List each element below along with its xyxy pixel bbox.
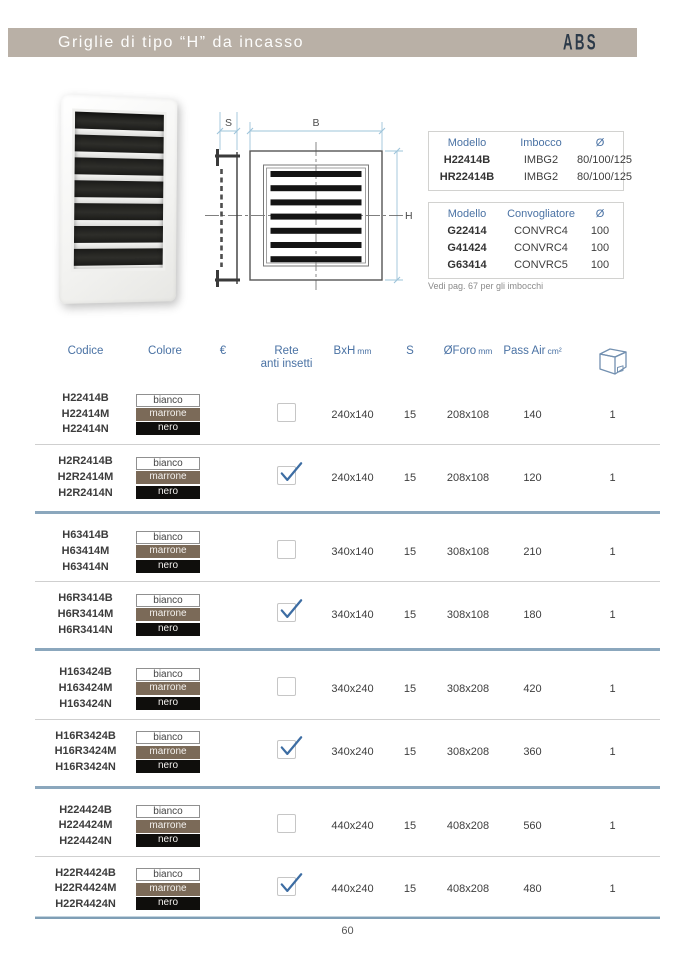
product-code: H16R3424B bbox=[55, 729, 116, 742]
col-passair: Pass Air cm² bbox=[503, 345, 562, 357]
rete-checkbox bbox=[277, 814, 296, 833]
color-swatch-nero: nero bbox=[136, 486, 200, 499]
product-code: H224424B bbox=[59, 803, 112, 816]
header-modello: Modello bbox=[447, 208, 487, 220]
foro-value: 308x208 bbox=[446, 682, 490, 695]
catalog-table bbox=[35, 345, 660, 914]
product-code: H6R3414B bbox=[58, 592, 113, 605]
group-divider-thin bbox=[35, 581, 660, 582]
s-value: 15 bbox=[403, 820, 417, 833]
pack-value: 1 bbox=[609, 408, 616, 421]
col-rete: Rete anti insetti bbox=[260, 345, 313, 370]
technical-drawing bbox=[195, 93, 420, 315]
product-code: H63414M bbox=[61, 544, 110, 557]
bxh-value: 240x140 bbox=[331, 408, 374, 421]
col-euro: € bbox=[219, 345, 227, 357]
colors-cell bbox=[136, 804, 194, 849]
product-group bbox=[35, 590, 660, 639]
color-swatch-bianco: bianco bbox=[136, 731, 200, 744]
group-divider-thin bbox=[35, 856, 660, 857]
color-swatch-marrone: marrone bbox=[136, 471, 200, 484]
imbocco-table bbox=[428, 131, 633, 191]
color-swatch-bianco: bianco bbox=[136, 805, 200, 818]
rete-cell bbox=[252, 466, 321, 490]
color-swatch-marrone: marrone bbox=[136, 883, 200, 896]
codes-cell bbox=[35, 729, 136, 776]
check-icon bbox=[279, 872, 303, 895]
colors-cell bbox=[136, 730, 194, 775]
color-swatch-nero: nero bbox=[136, 897, 200, 910]
rete-cell bbox=[252, 403, 321, 427]
bxh-value: 440x240 bbox=[331, 883, 374, 896]
header-modello: Modello bbox=[447, 137, 487, 149]
group-divider-thick bbox=[35, 511, 660, 514]
passair-value: 420 bbox=[523, 682, 542, 695]
product-code: H163424M bbox=[58, 682, 113, 695]
bxh-value: 340x140 bbox=[331, 608, 374, 621]
bxh-value: 240x140 bbox=[331, 471, 374, 484]
col-foro: ØForo mm bbox=[443, 345, 493, 357]
product-code: H224424N bbox=[59, 835, 112, 848]
product-code: H63414N bbox=[62, 560, 109, 573]
s-value: 15 bbox=[403, 545, 417, 558]
header-diameter: Ø bbox=[595, 137, 605, 149]
passair-value: 180 bbox=[523, 608, 542, 621]
rete-cell bbox=[252, 603, 321, 627]
foro-value: 208x108 bbox=[446, 408, 490, 421]
color-swatch-nero: nero bbox=[136, 834, 200, 847]
foro-value: 308x108 bbox=[446, 608, 490, 621]
product-group bbox=[35, 390, 660, 439]
passair-value: 560 bbox=[523, 820, 542, 833]
product-code: H22R4424B bbox=[55, 866, 116, 879]
page-number: 60 bbox=[341, 925, 354, 937]
codes-cell bbox=[35, 665, 136, 712]
header-imbocco: Imbocco bbox=[520, 137, 562, 149]
table-row: G41424 CONVRC4 100 bbox=[447, 242, 610, 254]
product-code: H2R2414B bbox=[58, 455, 113, 468]
foro-value: 208x108 bbox=[446, 471, 490, 484]
product-code: H6R3414N bbox=[58, 623, 113, 636]
bxh-value: 440x240 bbox=[331, 820, 374, 833]
convogliatore-table-header bbox=[429, 206, 623, 223]
check-icon bbox=[279, 598, 303, 621]
grille-frame bbox=[59, 94, 177, 304]
product-code: H22414N bbox=[62, 423, 109, 436]
s-value: 15 bbox=[403, 746, 417, 759]
header-convogliatore: Convogliatore bbox=[507, 208, 575, 220]
rete-checkbox bbox=[277, 466, 296, 485]
header-bar bbox=[8, 28, 637, 57]
codes-cell bbox=[35, 591, 136, 638]
color-swatch-bianco: bianco bbox=[136, 394, 200, 407]
rete-cell bbox=[252, 740, 321, 764]
material-badge: ABS bbox=[563, 29, 599, 55]
product-group bbox=[35, 453, 660, 502]
product-group bbox=[35, 527, 660, 576]
s-value: 15 bbox=[403, 471, 417, 484]
pack-value: 1 bbox=[609, 545, 616, 558]
codes-cell bbox=[35, 866, 136, 913]
s-value: 15 bbox=[403, 408, 417, 421]
rete-cell bbox=[252, 540, 321, 564]
rete-checkbox bbox=[277, 403, 296, 422]
pack-value: 1 bbox=[609, 820, 616, 833]
product-group bbox=[35, 802, 660, 851]
rete-checkbox bbox=[277, 877, 296, 896]
colors-cell bbox=[136, 667, 194, 712]
table-row: G63414 CONVRC5 100 bbox=[447, 259, 610, 271]
group-divider-thin bbox=[35, 719, 660, 720]
product-code: H22R4424N bbox=[55, 898, 116, 911]
passair-value: 360 bbox=[523, 746, 542, 759]
rete-checkbox bbox=[277, 603, 296, 622]
dim-b-label: B bbox=[312, 117, 320, 129]
package-icon bbox=[598, 345, 628, 377]
product-code: H2R2414N bbox=[58, 486, 113, 499]
convogliatore-table bbox=[428, 202, 624, 279]
dim-h-label: H bbox=[405, 210, 413, 222]
rete-cell bbox=[252, 877, 321, 901]
color-swatch-nero: nero bbox=[136, 623, 200, 636]
color-swatch-nero: nero bbox=[136, 560, 200, 573]
bxh-value: 340x240 bbox=[331, 682, 374, 695]
product-code: H63414B bbox=[62, 529, 109, 542]
foro-value: 308x208 bbox=[446, 746, 490, 759]
bxh-value: 340x240 bbox=[331, 746, 374, 759]
color-swatch-nero: nero bbox=[136, 422, 200, 435]
col-s: S bbox=[406, 345, 414, 357]
rete-checkbox bbox=[277, 677, 296, 696]
product-code: H16R3424M bbox=[54, 745, 117, 758]
group-divider-thick bbox=[35, 648, 660, 651]
s-value: 15 bbox=[403, 608, 417, 621]
product-code: H22414B bbox=[62, 392, 109, 404]
color-swatch-marrone: marrone bbox=[136, 820, 200, 833]
passair-value: 480 bbox=[523, 883, 542, 896]
passair-value: 120 bbox=[523, 471, 542, 484]
color-swatch-marrone: marrone bbox=[136, 746, 200, 759]
footer-rule bbox=[35, 916, 660, 919]
rete-cell bbox=[252, 677, 321, 701]
pack-value: 1 bbox=[609, 608, 616, 621]
color-swatch-marrone: marrone bbox=[136, 608, 200, 621]
product-code: H2R2414M bbox=[57, 470, 114, 483]
color-swatch-bianco: bianco bbox=[136, 868, 200, 881]
colors-cell bbox=[136, 593, 194, 638]
codes-cell bbox=[35, 528, 136, 575]
foro-value: 308x108 bbox=[446, 545, 490, 558]
bxh-value: 340x140 bbox=[331, 545, 374, 558]
colors-cell bbox=[136, 392, 194, 437]
pack-value: 1 bbox=[609, 883, 616, 896]
product-code: H22414M bbox=[61, 407, 110, 420]
foro-value: 408x208 bbox=[446, 820, 490, 833]
color-swatch-bianco: bianco bbox=[136, 594, 200, 607]
product-code: H224424M bbox=[58, 819, 113, 832]
color-swatch-marrone: marrone bbox=[136, 682, 200, 695]
grille-louvers bbox=[71, 108, 167, 271]
page-reference-note: Vedi pag. 67 per gli imbocchi bbox=[428, 281, 544, 291]
rete-checkbox bbox=[277, 740, 296, 759]
col-codice: Codice bbox=[67, 345, 104, 357]
color-swatch-bianco: bianco bbox=[136, 668, 200, 681]
header-diameter: Ø bbox=[595, 208, 605, 220]
rete-checkbox bbox=[277, 540, 296, 559]
product-code: H163424N bbox=[59, 697, 112, 710]
colors-cell bbox=[136, 529, 194, 574]
product-group bbox=[35, 728, 660, 777]
color-swatch-nero: nero bbox=[136, 760, 200, 773]
codes-cell bbox=[35, 454, 136, 501]
codes-cell bbox=[35, 391, 136, 438]
color-swatch-bianco: bianco bbox=[136, 531, 200, 544]
pack-value: 1 bbox=[609, 471, 616, 484]
product-photo bbox=[59, 94, 177, 304]
check-icon bbox=[279, 735, 303, 758]
colors-cell bbox=[136, 455, 194, 500]
s-value: 15 bbox=[403, 682, 417, 695]
pack-value: 1 bbox=[609, 682, 616, 695]
col-colore: Colore bbox=[148, 345, 182, 357]
product-code: H22R4424M bbox=[54, 882, 117, 895]
color-swatch-marrone: marrone bbox=[136, 545, 200, 558]
codes-cell bbox=[35, 803, 136, 850]
colors-cell bbox=[136, 867, 194, 912]
product-group bbox=[35, 664, 660, 713]
table-row: G22414 CONVRC4 100 bbox=[447, 225, 610, 237]
table-row: HR22414B IMBG2 80/100/125 bbox=[439, 171, 633, 183]
product-code: H163424B bbox=[59, 666, 112, 679]
check-icon bbox=[279, 461, 303, 484]
product-code: H6R3414M bbox=[57, 608, 114, 621]
product-code: H16R3424N bbox=[55, 760, 116, 773]
page-title: Griglie di tipo “H” da incasso bbox=[58, 33, 304, 51]
group-divider-thick bbox=[35, 786, 660, 789]
catalog-header bbox=[35, 345, 660, 381]
group-divider-thin bbox=[35, 444, 660, 445]
imbocco-table-header bbox=[429, 135, 623, 152]
passair-value: 210 bbox=[523, 545, 542, 558]
rete-cell bbox=[252, 814, 321, 838]
color-swatch-marrone: marrone bbox=[136, 408, 200, 421]
color-swatch-bianco: bianco bbox=[136, 457, 200, 470]
col-pack bbox=[565, 345, 660, 381]
passair-value: 140 bbox=[523, 408, 542, 421]
col-bxh: BxH mm bbox=[333, 345, 372, 357]
table-row: H22414B IMBG2 80/100/125 bbox=[443, 154, 633, 166]
color-swatch-nero: nero bbox=[136, 697, 200, 710]
pack-value: 1 bbox=[609, 746, 616, 759]
dim-s-label: S bbox=[224, 117, 233, 129]
s-value: 15 bbox=[403, 883, 417, 896]
catalog-body bbox=[35, 390, 660, 914]
product-group bbox=[35, 865, 660, 914]
foro-value: 408x208 bbox=[446, 883, 490, 896]
